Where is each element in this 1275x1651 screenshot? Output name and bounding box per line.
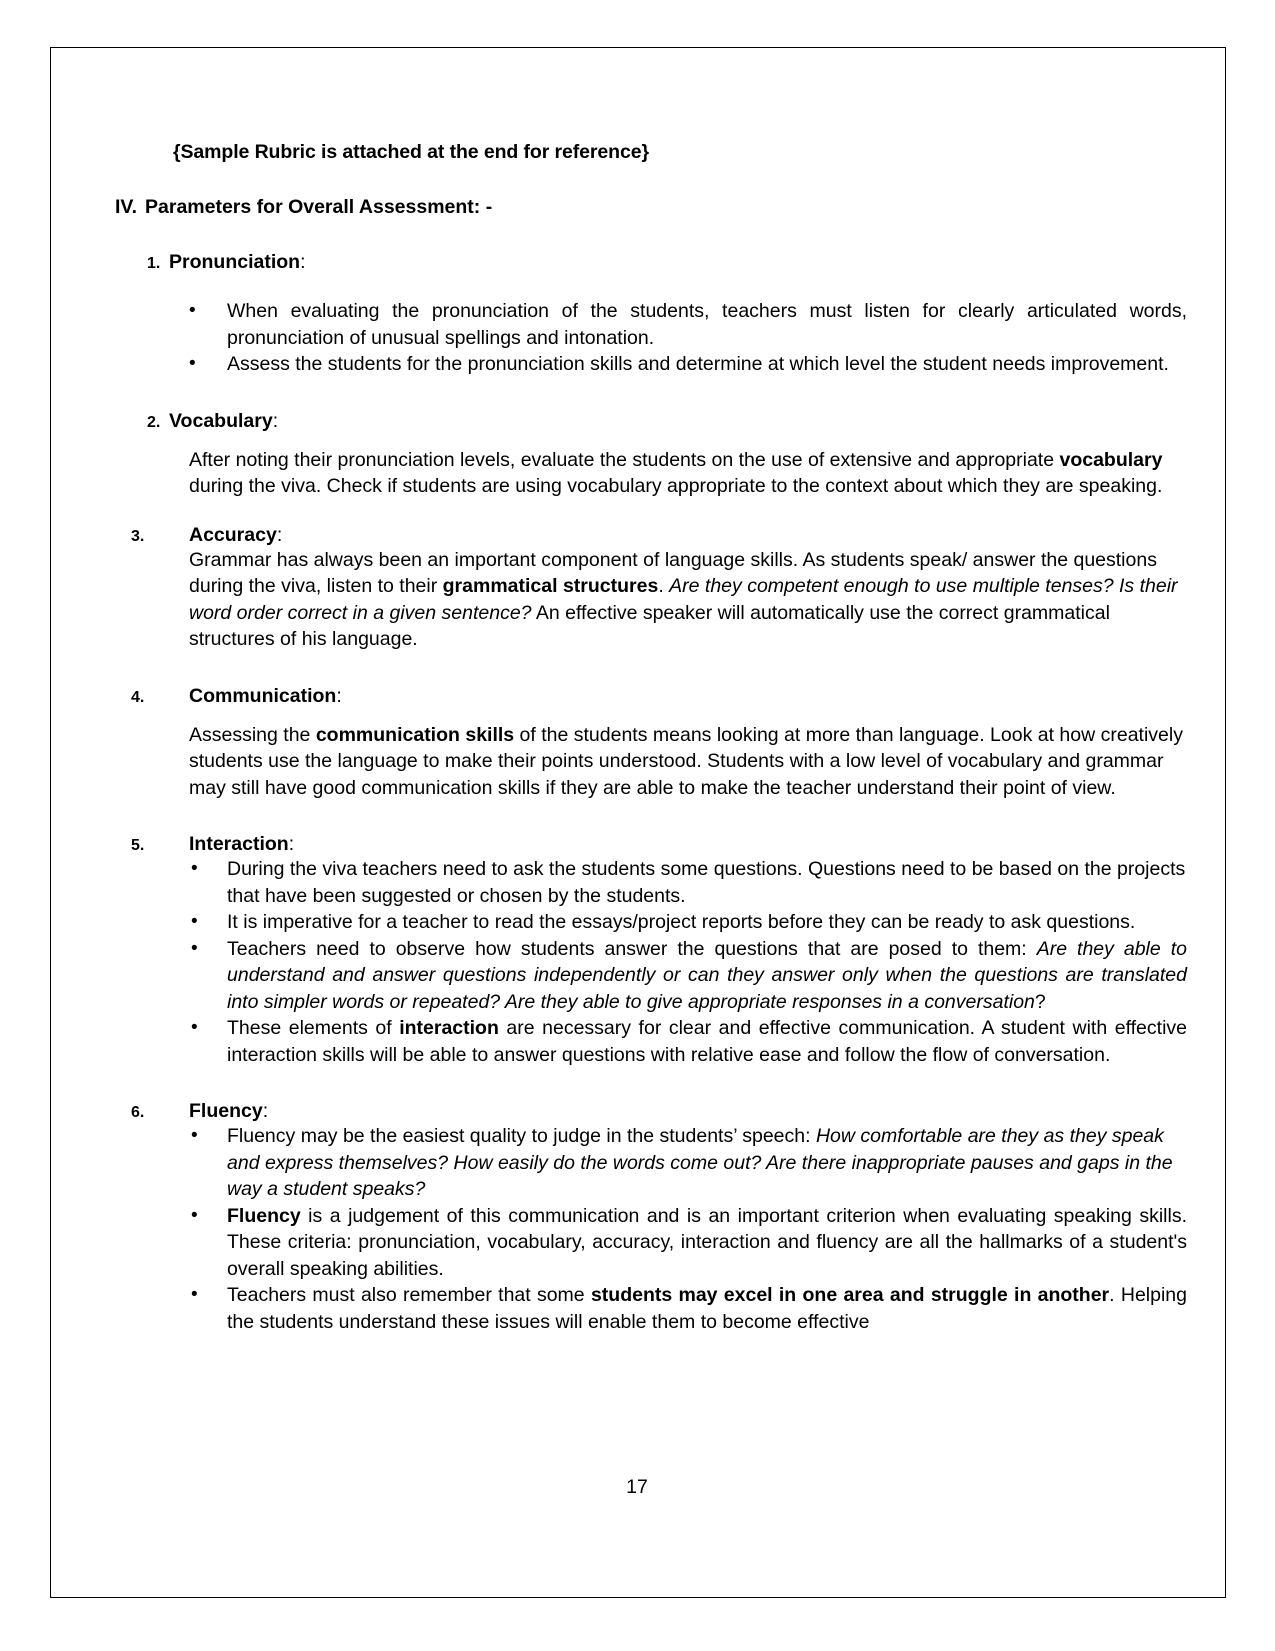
list-item-bold: interaction (399, 1017, 499, 1040)
para-italic: Are they competent enough to use multiple tenses? Is their word order correct in a given sentence? (189, 575, 1178, 624)
bullet-list (83, 298, 1191, 378)
rubric-note: {Sample Rubric is attached at the end for reference} (173, 141, 649, 163)
list-item-text: During the viva teachers need to ask the students some questions. Questions need to be based on the projects that have been suggested or chosen by the students. (227, 858, 1186, 907)
list-item-text: Fluency may be the easiest quality to judge in the students’ speech: (227, 1125, 816, 1148)
list-item-text: is a judgement of this communication and is an important criterion when evaluating speaking skills. These criteria: pronunciation, vocabulary, accuracy, interaction and fluency are all the hallmarks of a student's overall speaking abilities. (227, 1204, 1187, 1280)
list-item (83, 1123, 1191, 1203)
list-item (83, 1203, 1191, 1283)
list-item (83, 856, 1191, 909)
item-number: 4. (131, 688, 145, 706)
document-page (50, 47, 1226, 1598)
item-fluency (83, 1100, 1191, 1335)
list-item-text: . Helping the students understand these issues will enable them to become effective (227, 1284, 1187, 1333)
bullet-icon: • (191, 911, 198, 933)
item-label: Communication (189, 684, 337, 707)
item-interaction (83, 833, 1191, 1068)
para-text: After noting their pronunciation levels, evaluate the students on the use of extensive and appropriate (189, 448, 1060, 471)
list-item (83, 1015, 1191, 1068)
list-item (83, 298, 1191, 351)
bullet-icon: • (191, 937, 198, 959)
bullet-icon: • (189, 300, 196, 321)
item-vocabulary (83, 410, 1191, 500)
list-item (83, 1282, 1191, 1335)
para-bold: grammatical structures (442, 575, 659, 598)
item-number: 1. (147, 255, 161, 272)
para-text: Assessing the (189, 723, 316, 746)
list-item-text: It is imperative for a teacher to read the essays/project reports before they can be ready to ask questions. (227, 911, 1136, 934)
list-item-text: Teachers must also remember that some (227, 1284, 591, 1307)
item-title (83, 1100, 1191, 1123)
section-heading (83, 164, 1191, 219)
item-colon: : (262, 1100, 269, 1123)
item-colon: : (336, 684, 342, 707)
para-text: during the viva. Check if students are using vocabulary appropriate to the context about which they are speaking. (189, 475, 1163, 498)
para-text: Grammar has always been an important component of language skills. As students speak/ answer the questions during the viva, listen to their (189, 548, 1157, 598)
bullet-icon: • (191, 1204, 198, 1226)
list-item-italic: Are they able to understand and answer questions independently or can they answer only when the questions are translated into simpler words or repeated? Are they able to give appropriate responses in a conversation (227, 937, 1187, 1013)
item-number: 2. (147, 413, 161, 431)
item-title (83, 833, 1191, 856)
para-text: . (658, 575, 670, 598)
page-content (83, 48, 1191, 1597)
para-text: An effective speaker will automatically use the correct grammatical structures of his language. (189, 601, 1110, 651)
para-bold: vocabulary (1059, 448, 1163, 471)
bullet-list (83, 1123, 1191, 1335)
section-title: Parameters for Overall Assessment: - (145, 196, 493, 218)
list-item-text: are necessary for clear and effective communication. A student with effective interaction skills will be able to answer questions with relative ease and follow the flow of conversation. (227, 1017, 1187, 1066)
item-title (83, 524, 1191, 547)
list-item-italic: How comfortable are they as they speak and express themselves? How easily do the words come out? Are there inappropriate pauses and gaps in the way a student speaks? (227, 1125, 1173, 1201)
list-item (83, 909, 1191, 936)
list-item-text: Assess the students for the pronunciation skills and determine at which level the student needs improvement. (227, 353, 1169, 376)
list-item-bold: Fluency (227, 1204, 301, 1227)
para-bold: communication skills (315, 723, 515, 746)
bullet-icon: • (191, 1284, 198, 1306)
list-item (83, 351, 1191, 378)
item-paragraph (83, 447, 1191, 500)
item-paragraph (83, 722, 1191, 802)
item-paragraph (83, 547, 1191, 653)
bullet-icon: • (191, 1017, 198, 1039)
bullet-icon: • (189, 353, 196, 375)
item-label: Pronunciation (169, 251, 301, 273)
bullet-icon: • (191, 858, 198, 880)
item-number: 6. (131, 1104, 145, 1122)
item-number: 5. (131, 837, 145, 855)
item-label: Fluency (189, 1100, 263, 1123)
item-pronunciation (83, 251, 1191, 378)
bullet-list (83, 856, 1191, 1068)
item-colon: : (300, 251, 306, 273)
page-number: 17 (626, 1476, 648, 1498)
list-item (83, 936, 1191, 1016)
item-label: Accuracy (189, 523, 277, 546)
item-colon: : (272, 409, 279, 432)
list-item-text: ? (1034, 990, 1046, 1013)
list-item-text: These elements of (227, 1017, 400, 1040)
section-numeral: IV. (115, 196, 138, 218)
list-item-text: When evaluating the pronunciation of the students, teachers must listen for clearly articulated words, pronunciation of unusual spellings and intonation. (227, 300, 1187, 349)
list-item-bold: students may excel in one area and struggle in another (590, 1284, 1110, 1307)
bullet-icon: • (191, 1125, 198, 1147)
item-label: Vocabulary (169, 409, 273, 432)
item-communication (83, 685, 1191, 802)
list-item-text: Teachers need to observe how students answer the questions that are posed to them: (227, 937, 1037, 960)
item-label: Interaction (189, 833, 289, 856)
item-accuracy (83, 524, 1191, 653)
item-title (83, 685, 1191, 708)
item-title (83, 251, 1191, 274)
item-title (83, 410, 1191, 433)
item-colon: : (276, 523, 283, 546)
para-text: of the students means looking at more than language. Look at how creatively students use the language to make their points understood. Students with a low level of vocabulary and grammar may still have good communication skills if they are able to make the teacher understand their point of view. (189, 723, 1183, 799)
item-colon: : (288, 833, 295, 856)
item-number: 3. (131, 527, 145, 545)
